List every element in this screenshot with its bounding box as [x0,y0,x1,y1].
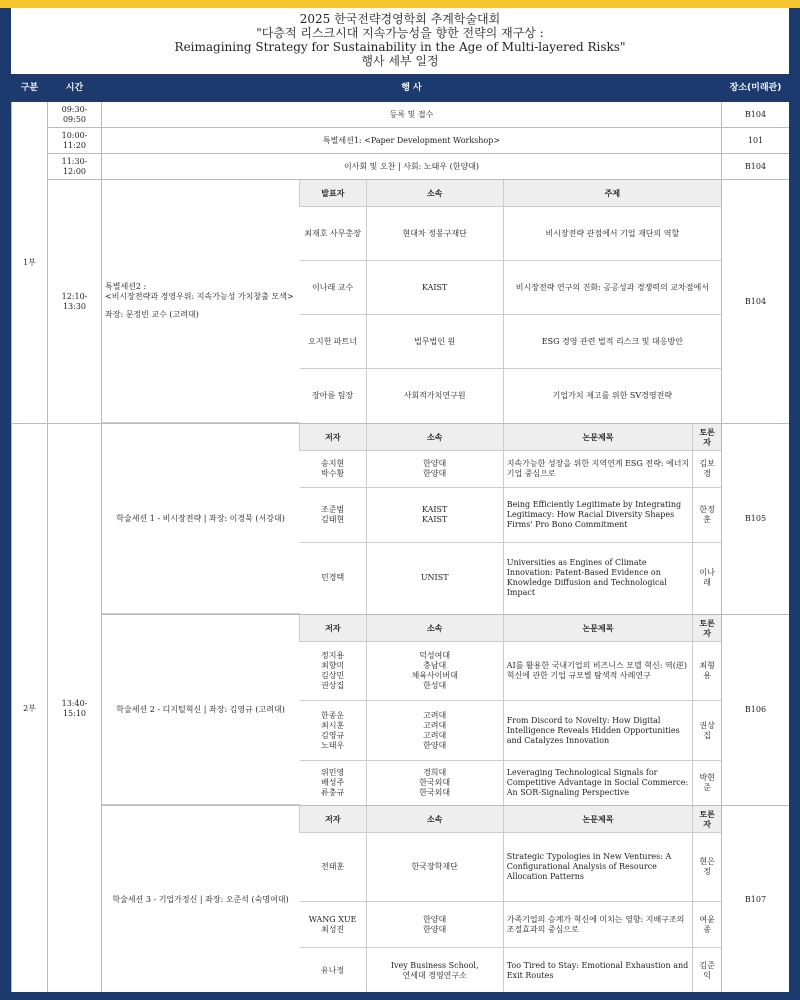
paper-authors [300,833,367,902]
document-title [11,8,789,74]
row-time: 10:00-11:20 [48,128,102,154]
schedule-row [12,154,790,180]
row-time: 11:30-12:00 [48,154,102,180]
paper-discussant: 최형용 [693,642,721,701]
presenter-topic: 비시장전략 관점에서 기업 재단의 역할 [503,207,721,261]
affil-line: 고려대 [423,730,447,740]
presenter-name: 장아름 팀장 [312,390,354,400]
author-line: 배성주 [321,777,345,787]
affil-line: 경희대 [423,767,447,777]
col-author-header: 저자 [300,424,367,451]
col-author-header: 저자 [300,806,367,833]
affil-line: Ivey Business School, [390,960,479,970]
author-line: 김영규 [321,730,345,740]
affil [370,961,500,981]
header-time: 시간 [48,75,102,102]
col-affil-header: 소속 [366,180,503,207]
col-author-header: 저자 [300,615,367,642]
author-line: 조준범 [321,504,345,514]
affil [370,459,500,479]
author-line: 권상집 [321,681,345,691]
row-room: 101 [722,128,790,154]
author-line: 김상민 [321,671,345,681]
special-session-cell [102,180,722,424]
paper-authors [300,451,367,488]
col-discussant-header: 토론자 [693,806,721,833]
author-line: 박수황 [321,469,345,478]
paper-title: Too Tired to Stay: Emotional Exhaustion and Exit Routes [503,948,693,992]
affil [370,768,500,798]
affil [370,711,500,751]
schedule-table [11,74,789,992]
affil-line: 덕성여대 [419,651,451,661]
title-line-2: "다층적 리스크시대 지속가능성을 향한 전략의 재구상 : [256,26,544,40]
session-name: 학술세션 1 - 비시장전략 | 좌장: 이경묵 (서강대) [102,424,300,614]
paper-affils [366,542,503,613]
presenter-name: 최재호 사무총장 [300,207,367,261]
affil-line: 연세대 경영연구소 [402,970,467,980]
paper-discussant: 박현준 [693,760,721,804]
affil-line: 고려대 [423,720,447,730]
presenter-affil: 법무법인 원 [366,315,503,369]
affil-line: 충남대 [423,661,447,671]
paper-discussant: 현은정 [693,833,721,902]
presenter-affil: KAIST [366,261,503,315]
paper-affils [366,451,503,488]
academic-session-row [12,806,790,993]
row-event: 특별세션1: <Paper Development Workshop> [102,128,722,154]
affil-line: 한양대 [423,914,447,924]
academic-session-cell [102,806,722,993]
affil-line: 한양대 [423,469,447,478]
affil-line: KAIST [421,514,448,524]
header-section: 구분 [12,75,48,102]
paper-title: Leveraging Technological Signals for Competitive Advantage in Social Commerce: An SOR-Signaling Perspective [503,760,693,804]
author-line: 류충규 [321,787,345,797]
title-line-1: 2025 한국전략경영학회 추계학술대회 [299,12,501,26]
paper-authors [300,760,367,804]
row-room: B104 [722,154,790,180]
affil-line: 한성대 [423,681,447,691]
row-event: 이사회 및 오찬 | 사회: 노태우 (한양대) [102,154,722,180]
affil [370,651,500,691]
presenter-name: 오지헌 파트너 [300,315,367,369]
top-accent-bar [0,0,800,8]
paper-title: 가족기업의 승계가 혁신에 미치는 영향: 지배구조의 조절효과의 중심으로 [503,901,693,948]
author-line: 최향미 [321,661,345,671]
author [303,966,363,976]
paper-authors [300,901,367,948]
paper-affils [366,833,503,902]
affil-line: 한양대 [423,740,447,750]
author-line: 노태우 [321,740,345,750]
author-line: 민경택 [321,573,345,583]
author-line: 김태현 [321,514,345,524]
affil [370,573,500,583]
paper-authors [300,701,367,760]
affil-line: 한양대 [423,924,447,934]
author [303,459,363,479]
author-line: 송지현 [321,459,345,468]
col-title-header: 논문제목 [503,615,693,642]
paper-discussant: 권상집 [693,701,721,760]
author-line: 유나정 [321,965,345,975]
paper-affils [366,701,503,760]
presenter-topic: 비시장전략 연구의 진화: 공공성과 경쟁력의 교차점에서 [503,261,721,315]
paper-discussant: 여윤종 [693,901,721,948]
paper-title: Being Efficiently Legitimate by Integrating Legitimacy: How Racial Diversity Shapes Firms' Pro Bono Commitment [503,488,693,543]
paper-affils [366,948,503,992]
paper-affils [366,488,503,543]
row-time: 12:10-13:30 [48,180,102,424]
paper-affils [366,901,503,948]
author [303,768,363,798]
affil-line: 한국외대 [419,787,451,797]
row-room: B105 [722,424,790,615]
special-session-row [12,180,790,424]
affil [370,915,500,935]
academic-session-row [12,424,790,615]
schedule-row [12,128,790,154]
author [303,505,363,525]
author [303,573,363,583]
row-room: B107 [722,806,790,993]
paper-authors [300,642,367,701]
special-session-title: 특별세션2 : [105,282,147,291]
row-room: B106 [722,615,790,806]
paper-discussant: 한정훈 [693,488,721,543]
presenter-affil: 현대차 정몽구재단 [366,207,503,261]
affil [370,505,500,525]
paper-authors [300,542,367,613]
paper-title: 지속가능한 성장을 위한 지역연계 ESG 전략: 에너지 기업 중심으로 [503,451,693,488]
col-title-header: 논문제목 [503,424,693,451]
author-line: 최성진 [321,924,345,934]
special-session-subtitle: <비시장전략과 경영우위: 지속가능성 가치창출 모색> [105,292,294,301]
col-discussant-header: 토론자 [693,424,721,451]
row-time: 09:30-09:50 [48,102,102,128]
session-name: 학술세션 2 - 디지털혁신 | 좌장: 김영규 (고려대) [102,615,300,805]
row-event: 등록 및 접수 [102,102,722,128]
author [303,862,363,872]
author-line: 최시훈 [321,720,345,730]
paper-title: From Discord to Novelty: How Digital Intelligence Reveals Hidden Opportunities and Catalyzes Innovation [503,701,693,760]
paper-title: Strategic Typologies in New Ventures: A Configurational Analysis of Resource Allocation Patterns [503,833,693,902]
col-affil-header: 소속 [366,615,503,642]
paper-title: AI를 활용한 국내기업의 비즈니스 모델 혁신: 역(逆)혁신에 관한 기업 규모별 탐색적 사례연구 [503,642,693,701]
presenter-name: 이나래 교수 [300,261,367,315]
paper-authors [300,488,367,543]
affil-line: 체육사이버대 [411,671,458,681]
col-topic-header: 주제 [503,180,721,207]
author-line: 한종운 [321,710,345,720]
row-room: B104 [722,102,790,128]
affil-line: 한국외대 [419,777,451,787]
presenter-topic: ESG 경영 관련 법적 리스크 및 대응방안 [503,315,721,369]
schedule-row [12,102,790,128]
paper-discussant: 김보경 [693,451,721,488]
paper-discussant: 김준익 [693,948,721,992]
col-title-header: 논문제목 [503,806,693,833]
special-session-chair: 좌장: 문정빈 교수 (고려대) [105,310,199,319]
presenter-topic: 기업가치 제고를 위한 SV경영전략 [503,369,721,423]
col-discussant-header: 토론자 [693,615,721,642]
academic-session-cell [102,615,722,806]
paper-authors [300,948,367,992]
row-room: B104 [722,180,790,424]
affil-line: KAIST [421,504,448,514]
part-label: 2부 [12,424,48,993]
author [303,915,363,935]
affil-line: 고려대 [423,710,447,720]
col-affil-header: 소속 [366,806,503,833]
header-room: 장소(미래관) [722,75,790,102]
session-name: 학술세션 3 - 기업가정신 | 좌장: 오준석 (숙명여대) [102,806,300,992]
affil [370,862,500,872]
author [303,651,363,691]
title-line-4: 행사 세부 일정 [361,54,439,68]
author-line: 전태훈 [321,861,345,871]
paper-discussant: 이나래 [693,542,721,613]
title-line-3: Reimagining Strategy for Sustainability in the Age of Multi-layered Risks" [174,40,626,54]
row-time: 13:40-15:10 [48,424,102,993]
header-event: 행 사 [102,75,722,102]
author [303,711,363,751]
affil-line: 한양대 [423,459,447,468]
part-label: 1부 [12,102,48,424]
paper-affils [366,760,503,804]
author-line: WANG XUE [308,914,357,924]
paper-title: Universities as Engines of Climate Innovation: Patent-Based Evidence on Knowledge Diffusion and Technological Impact [503,542,693,613]
author-line: 정지용 [321,651,345,661]
paper-affils [366,642,503,701]
academic-session-cell [102,424,722,615]
affil-line: UNIST [420,573,449,583]
author-line: 위민영 [321,767,345,777]
academic-session-row [12,615,790,806]
special-session-info [102,180,300,423]
col-presenter-header: 발표자 [300,180,367,207]
schedule-sheet [11,8,789,992]
col-affil-header: 소속 [366,424,503,451]
affil-line: 한국장학재단 [411,861,458,871]
presenter-affil: 사회적가치연구원 [366,369,503,423]
